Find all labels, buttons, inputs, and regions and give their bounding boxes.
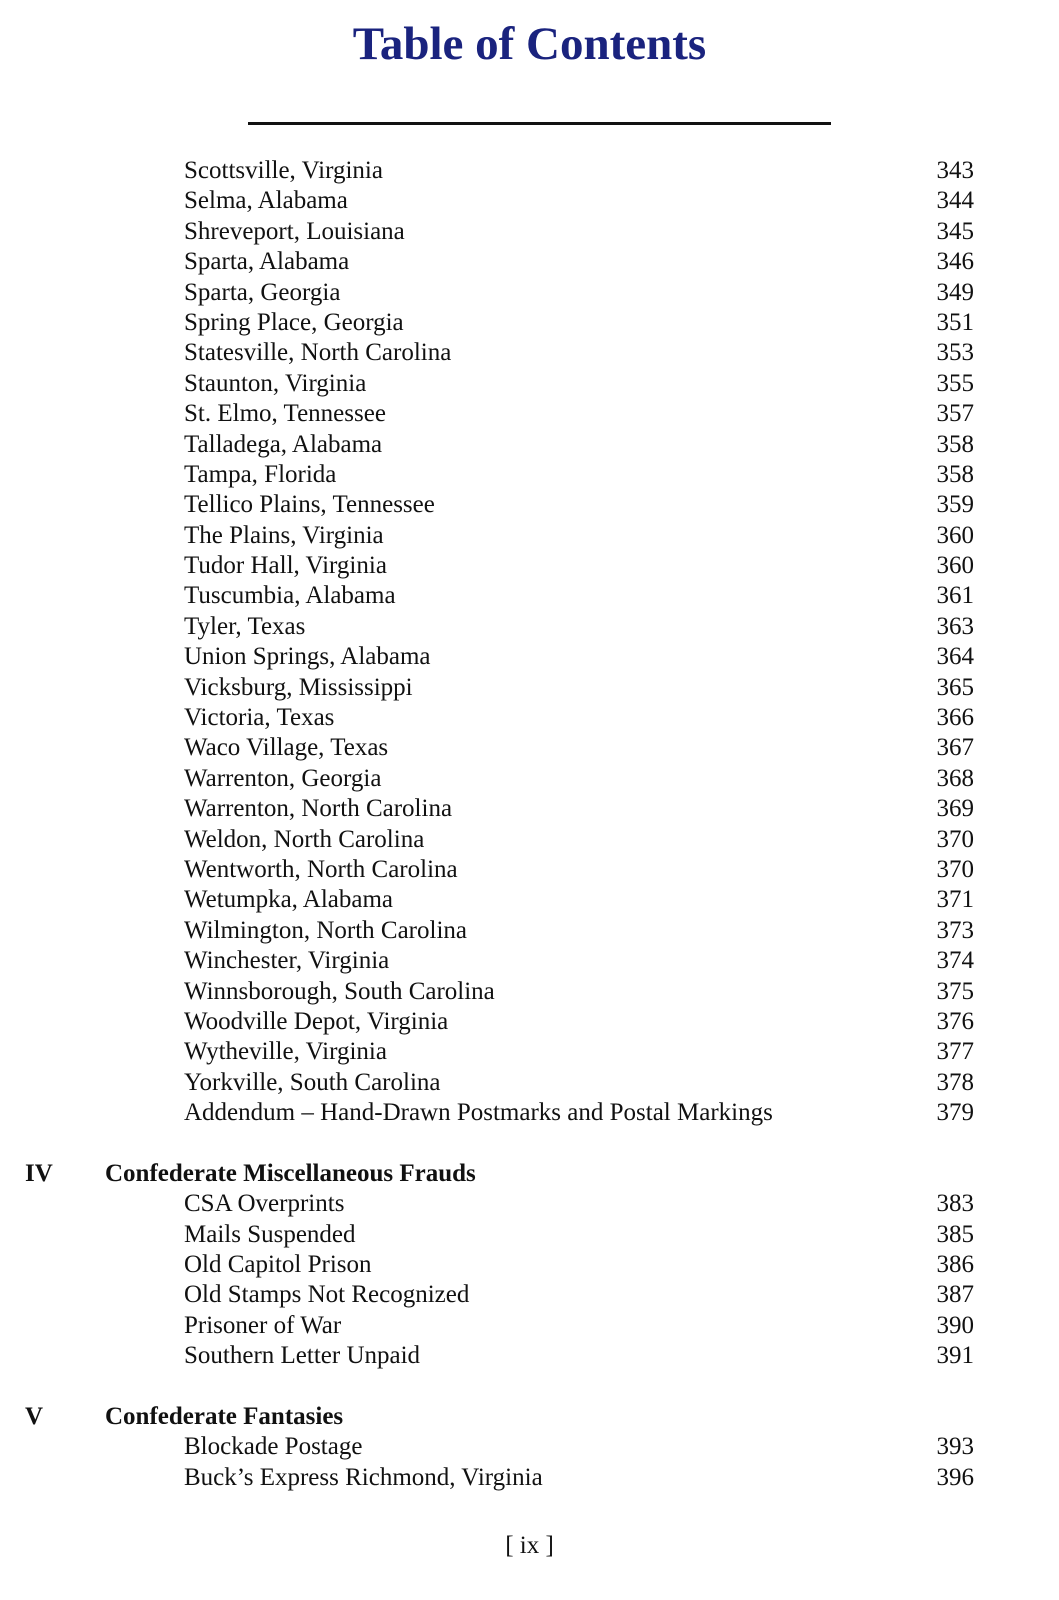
toc-entry-title: Wilmington, North Carolina bbox=[184, 916, 467, 944]
toc-entry-page-number: 373 bbox=[936, 916, 974, 944]
toc-entry-title: Tellico Plains, Tennessee bbox=[184, 491, 435, 519]
toc-entry-page-number: 343 bbox=[936, 157, 974, 184]
toc-entry-title: Winchester, Virginia bbox=[184, 947, 390, 975]
toc-entry[interactable] bbox=[0, 855, 1059, 885]
toc-entry[interactable] bbox=[0, 581, 1059, 611]
toc-entry-title: Wentworth, North Carolina bbox=[184, 855, 458, 883]
toc-entry-title: Weldon, North Carolina bbox=[184, 825, 425, 853]
toc-entry[interactable] bbox=[0, 156, 1059, 186]
toc-entry-page-number: 359 bbox=[936, 491, 974, 519]
toc-entry-title: Spring Place, Georgia bbox=[184, 308, 404, 336]
toc-entry-page-number: 364 bbox=[936, 643, 974, 671]
toc-entry-page-number: 360 bbox=[936, 521, 974, 549]
toc-entry-page-number: 353 bbox=[936, 339, 974, 367]
toc-entry-title: Buck’s Express Richmond, Virginia bbox=[184, 1463, 543, 1491]
toc-entry-title: Talladega, Alabama bbox=[184, 430, 383, 458]
toc-entry[interactable] bbox=[0, 1280, 1059, 1310]
toc-entry[interactable] bbox=[0, 369, 1059, 399]
toc-entry[interactable] bbox=[0, 825, 1059, 855]
toc-entry-page-number: 378 bbox=[936, 1068, 974, 1096]
toc-entry-page-number: 358 bbox=[936, 460, 974, 488]
toc-entry-title: Staunton, Virginia bbox=[184, 369, 367, 397]
toc-entry[interactable] bbox=[0, 308, 1059, 338]
section-heading[interactable] bbox=[0, 1402, 1059, 1432]
toc-entry-page-number: 366 bbox=[936, 704, 974, 732]
toc-entry[interactable] bbox=[0, 247, 1059, 277]
toc-entry-page-number: 358 bbox=[936, 430, 974, 458]
section-title: Confederate Miscellaneous Frauds bbox=[105, 1159, 476, 1187]
toc-entry-title: Winnsborough, South Carolina bbox=[184, 977, 495, 1005]
toc-entry[interactable] bbox=[0, 673, 1059, 703]
toc-entry-title: Sparta, Georgia bbox=[184, 278, 341, 306]
toc-entry[interactable] bbox=[0, 338, 1059, 368]
section-number: V bbox=[25, 1403, 44, 1431]
toc-entry-title: St. Elmo, Tennessee bbox=[184, 400, 386, 428]
toc-entry-page-number: 360 bbox=[936, 552, 974, 580]
toc-entry-page-number: 369 bbox=[936, 795, 974, 823]
toc-entry-page-number: 349 bbox=[936, 278, 974, 306]
toc-entry-page-number: 391 bbox=[936, 1342, 974, 1370]
toc-entry-page-number: 346 bbox=[936, 248, 974, 276]
toc-entry-title: Yorkville, South Carolina bbox=[184, 1068, 441, 1096]
toc-entry[interactable] bbox=[0, 1463, 1059, 1493]
toc-entry-page-number: 351 bbox=[936, 308, 974, 336]
toc-entry-title: Southern Letter Unpaid bbox=[184, 1342, 421, 1370]
toc-entry-page-number: 390 bbox=[936, 1311, 974, 1339]
toc-entry[interactable] bbox=[0, 430, 1059, 460]
toc-entry[interactable] bbox=[0, 1250, 1059, 1280]
toc-entry-title: Old Capitol Prison bbox=[184, 1251, 372, 1279]
toc-entry-title: Waco Village, Texas bbox=[184, 734, 389, 762]
toc-entry[interactable] bbox=[0, 460, 1059, 490]
toc-entry-title: Blockade Postage bbox=[184, 1433, 363, 1461]
toc-entry[interactable] bbox=[0, 1189, 1059, 1219]
section-title: Confederate Fantasies bbox=[105, 1403, 344, 1431]
toc-entry-page-number: 387 bbox=[936, 1281, 974, 1309]
toc-entry-page-number: 377 bbox=[936, 1038, 974, 1066]
toc-entry-page-number: 386 bbox=[936, 1251, 974, 1279]
toc-entry[interactable] bbox=[0, 1432, 1059, 1462]
toc-entry[interactable] bbox=[0, 217, 1059, 247]
toc-entry[interactable] bbox=[0, 946, 1059, 976]
toc-entry-title: Addendum – Hand-Drawn Postmarks and Postal Markings bbox=[184, 1099, 773, 1127]
toc-entry-page-number: 365 bbox=[936, 673, 974, 701]
toc-entry-page-number: 385 bbox=[936, 1220, 974, 1248]
toc-entry[interactable] bbox=[0, 977, 1059, 1007]
toc-entry[interactable] bbox=[0, 278, 1059, 308]
toc-entry-title: Warrenton, North Carolina bbox=[184, 795, 453, 823]
page-title: Table of Contents bbox=[352, 18, 707, 70]
toc-entry-title: Woodville Depot, Virginia bbox=[184, 1007, 449, 1035]
toc-entry[interactable] bbox=[0, 521, 1059, 551]
toc-entry[interactable] bbox=[0, 1220, 1059, 1250]
toc-entry-title: Vicksburg, Mississippi bbox=[184, 673, 413, 701]
toc-entry-title: Old Stamps Not Recognized bbox=[184, 1281, 470, 1309]
toc-entry-title: Sparta, Alabama bbox=[184, 248, 350, 276]
toc-entry[interactable] bbox=[0, 703, 1059, 733]
toc-entry[interactable] bbox=[0, 551, 1059, 581]
toc-entry[interactable] bbox=[0, 794, 1059, 824]
toc-entry-page-number: 375 bbox=[936, 977, 974, 1005]
toc-entry-page-number: 370 bbox=[936, 855, 974, 883]
toc-entry[interactable] bbox=[0, 1098, 1059, 1128]
toc-entry-page-number: 368 bbox=[936, 764, 974, 792]
toc-entry[interactable] bbox=[0, 1311, 1059, 1341]
toc-entry[interactable] bbox=[0, 916, 1059, 946]
toc-entry-page-number: 393 bbox=[936, 1433, 974, 1461]
toc-entry-title: Union Springs, Alabama bbox=[184, 643, 431, 671]
toc-entry[interactable] bbox=[0, 399, 1059, 429]
toc-entry[interactable] bbox=[0, 612, 1059, 642]
toc-entry-title: Shreveport, Louisiana bbox=[184, 217, 405, 245]
toc-entry-page-number: 374 bbox=[936, 947, 974, 975]
toc-entry[interactable] bbox=[0, 1037, 1059, 1067]
toc-entry-page-number: 371 bbox=[936, 886, 974, 914]
title-divider bbox=[248, 122, 831, 125]
toc-entry[interactable] bbox=[0, 186, 1059, 216]
toc-entry-title: Tudor Hall, Virginia bbox=[184, 552, 387, 580]
page-number-footer: [ ix ] bbox=[505, 1532, 554, 1559]
table-of-contents bbox=[0, 156, 1059, 1493]
toc-entry-title: Victoria, Texas bbox=[184, 704, 335, 732]
toc-entry-page-number: 383 bbox=[936, 1190, 974, 1218]
toc-entry[interactable] bbox=[0, 1007, 1059, 1037]
toc-entry-page-number: 344 bbox=[936, 187, 974, 215]
toc-entry-page-number: 355 bbox=[936, 369, 974, 397]
toc-entry[interactable] bbox=[0, 642, 1059, 672]
toc-entry-title: Warrenton, Georgia bbox=[184, 764, 382, 792]
section-heading[interactable] bbox=[0, 1159, 1059, 1189]
toc-entry-title: Scottsville, Virginia bbox=[184, 157, 383, 184]
toc-entry-page-number: 379 bbox=[936, 1099, 974, 1127]
toc-entry[interactable] bbox=[0, 885, 1059, 915]
toc-entry-page-number: 345 bbox=[936, 217, 974, 245]
toc-entry-title: Tampa, Florida bbox=[184, 460, 337, 488]
toc-entry[interactable] bbox=[0, 490, 1059, 520]
toc-entry[interactable] bbox=[0, 1068, 1059, 1098]
section-number: IV bbox=[25, 1159, 53, 1187]
toc-entry-title: The Plains, Virginia bbox=[184, 521, 384, 549]
toc-entry-title: Selma, Alabama bbox=[184, 187, 348, 215]
toc-entry-title: CSA Overprints bbox=[184, 1190, 345, 1218]
toc-entry-title: Prisoner of War bbox=[184, 1311, 342, 1339]
toc-entry-title: Wetumpka, Alabama bbox=[184, 886, 394, 914]
toc-entry[interactable] bbox=[0, 1341, 1059, 1371]
section-spacer bbox=[0, 1372, 1059, 1402]
toc-entry-page-number: 370 bbox=[936, 825, 974, 853]
section-spacer bbox=[0, 1129, 1059, 1159]
toc-entry-page-number: 367 bbox=[936, 734, 974, 762]
toc-entry-title: Mails Suspended bbox=[184, 1220, 356, 1248]
toc-entry-title: Tuscumbia, Alabama bbox=[184, 582, 396, 610]
toc-entry-title: Statesville, North Carolina bbox=[184, 339, 452, 367]
toc-entry-title: Wytheville, Virginia bbox=[184, 1038, 387, 1066]
toc-entry-page-number: 361 bbox=[936, 582, 974, 610]
toc-entry[interactable] bbox=[0, 733, 1059, 763]
toc-entry-title: Tyler, Texas bbox=[184, 612, 306, 640]
toc-entry-page-number: 376 bbox=[936, 1007, 974, 1035]
toc-entry[interactable] bbox=[0, 764, 1059, 794]
toc-entry-page-number: 396 bbox=[936, 1463, 974, 1491]
toc-entry-page-number: 363 bbox=[936, 612, 974, 640]
toc-entry-page-number: 357 bbox=[936, 400, 974, 428]
